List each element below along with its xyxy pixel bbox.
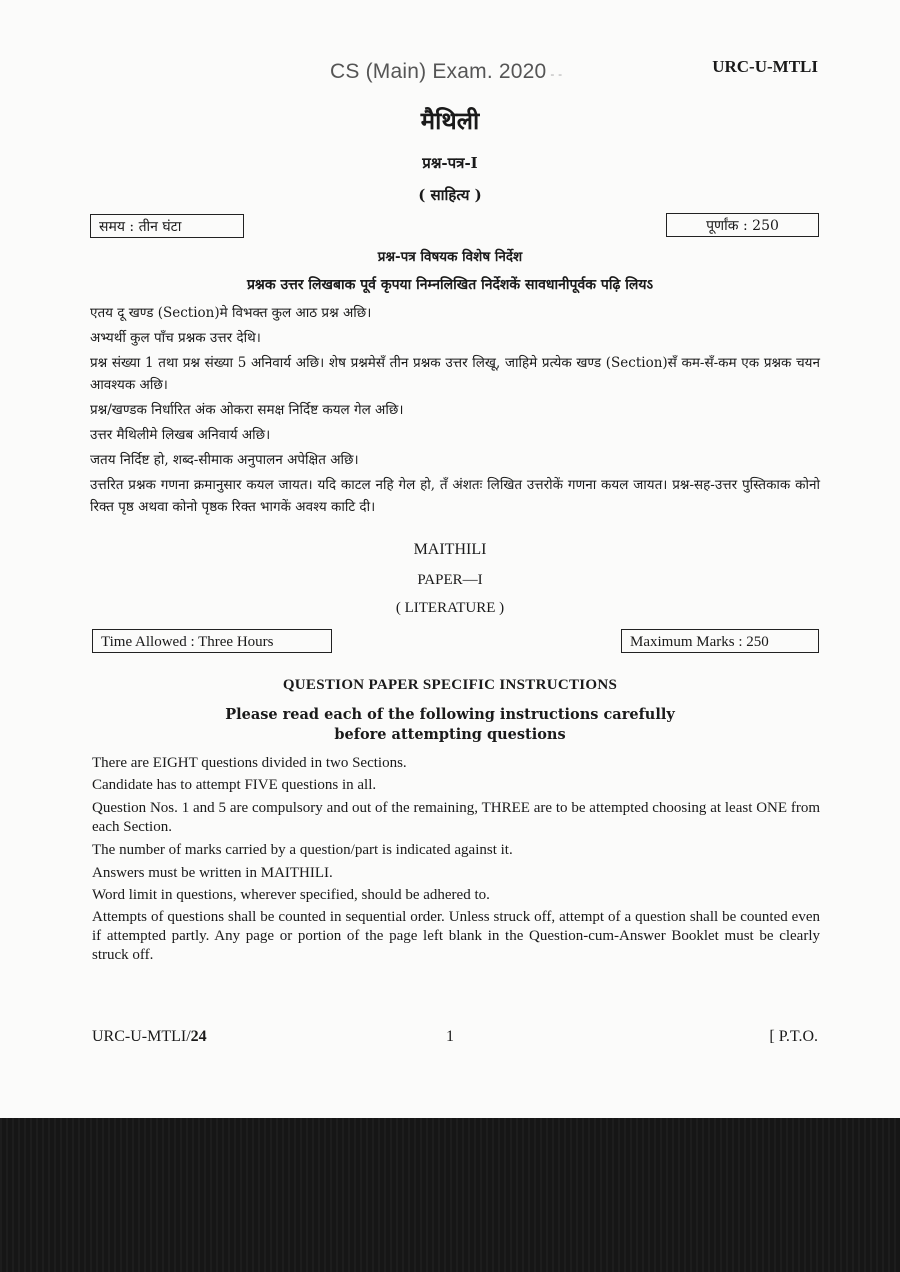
hindi-time-box: समय : तीन घंटा [90,214,244,238]
footer-page-number: 1 [446,1028,454,1045]
exam-stamp: CS (Main) Exam. 2020 - - [330,60,563,83]
hindi-instruction: उत्तर मैथिलीमे लिखब अनिवार्य अछि। [90,427,271,443]
english-marks-box: Maximum Marks : 250 [621,629,819,653]
english-instruction: Candidate has to attempt FIVE questions in all. [92,777,377,793]
footer-paper-code: URC-U-MTLI/24 [92,1028,207,1045]
english-instruction: The number of marks carried by a question/part is indicated against it. [92,842,513,858]
hindi-instruction: प्रश्न संख्या 1 तथा प्रश्न संख्या 5 अनिवार्य अछि। शेष प्रश्नमेसँ तीन प्रश्नक उत्तर लिखू, जाहिमे प्रत्येक खण्ड (Section)सँ कम-सँ-कम एक प्रश्नक चयन आवश्यक अछि। [90,355,820,393]
english-title: MAITHILI [413,541,487,558]
hindi-instructions-heading: प्रश्न-पत्र विषयक विशेष निर्देश [377,249,523,265]
hindi-title: मैथिली [420,106,480,135]
paper-code-top: URC-U-MTLI [712,57,818,76]
hindi-instruction: अभ्यर्थी कुल पाँच प्रश्नक उत्तर देथि। [90,330,261,346]
english-instructions-sub2: before attempting questions [334,726,566,743]
hindi-subject: ( साहित्य ) [418,186,482,204]
english-paper: PAPER—I [417,572,483,588]
scan-dark-margin [0,1118,900,1272]
english-instruction: Attempts of questions shall be counted in sequential order. Unless struck off, attempt of a question shall be counted even if attempted partly. Any page or portion of the page left blank in the Question-cum-Answer Booklet must be clearly struck off. [92,909,820,963]
english-subject: ( LITERATURE ) [395,600,505,616]
english-instruction: Answers must be written in MAITHILI. [92,865,333,881]
english-time-box: Time Allowed : Three Hours [92,629,332,653]
hindi-instruction: जतय निर्दिष्ट हो, शब्द-सीमाक अनुपालन अपेक्षित अछि। [90,452,359,468]
hindi-paper: प्रश्न-पत्र-I [422,154,478,172]
footer-pto: [ P.T.O. [769,1028,818,1045]
english-instruction: There are EIGHT questions divided in two Sections. [92,755,407,771]
english-instructions-heading: QUESTION PAPER SPECIFIC INSTRUCTIONS [282,677,618,693]
hindi-instruction: उत्तरित प्रश्नक गणना क्रमानुसार कयल जायत। यदि काटल नहि गेल हो, तँ अंशतः लिखित उत्तरोकें गणना कयल जायत। प्रश्न-सह-उत्तर पुस्तिकाक कोनो रिक्त पृष्ठ अथवा कोनो पृष्ठक रिक्त भागकें अवश्य काटि दी। [90,477,820,515]
hindi-instruction: एतय दू खण्ड (Section)मे विभक्त कुल आठ प्रश्न अछि। [90,305,372,321]
english-instruction: Question Nos. 1 and 5 are compulsory and out of the remaining, THREE are to be attempted choosing at least ONE from each Section. [92,800,820,835]
english-instructions-sub1: Please read each of the following instructions carefully [225,706,675,723]
english-instruction: Word limit in questions, wherever specified, should be adhered to. [92,887,490,903]
hindi-instructions-subheading: प्रश्नक उत्तर लिखबाक पूर्व कृपया निम्नलिखित निर्देशकें सावधानीपूर्वक पढ़ि लियऽ [246,277,654,293]
hindi-marks-box: पूर्णांक : 250 [666,213,819,237]
hindi-instruction: प्रश्न/खण्डक निर्धारित अंक ओकरा समक्ष निर्दिष्ट कयल गेल अछि। [90,402,404,418]
